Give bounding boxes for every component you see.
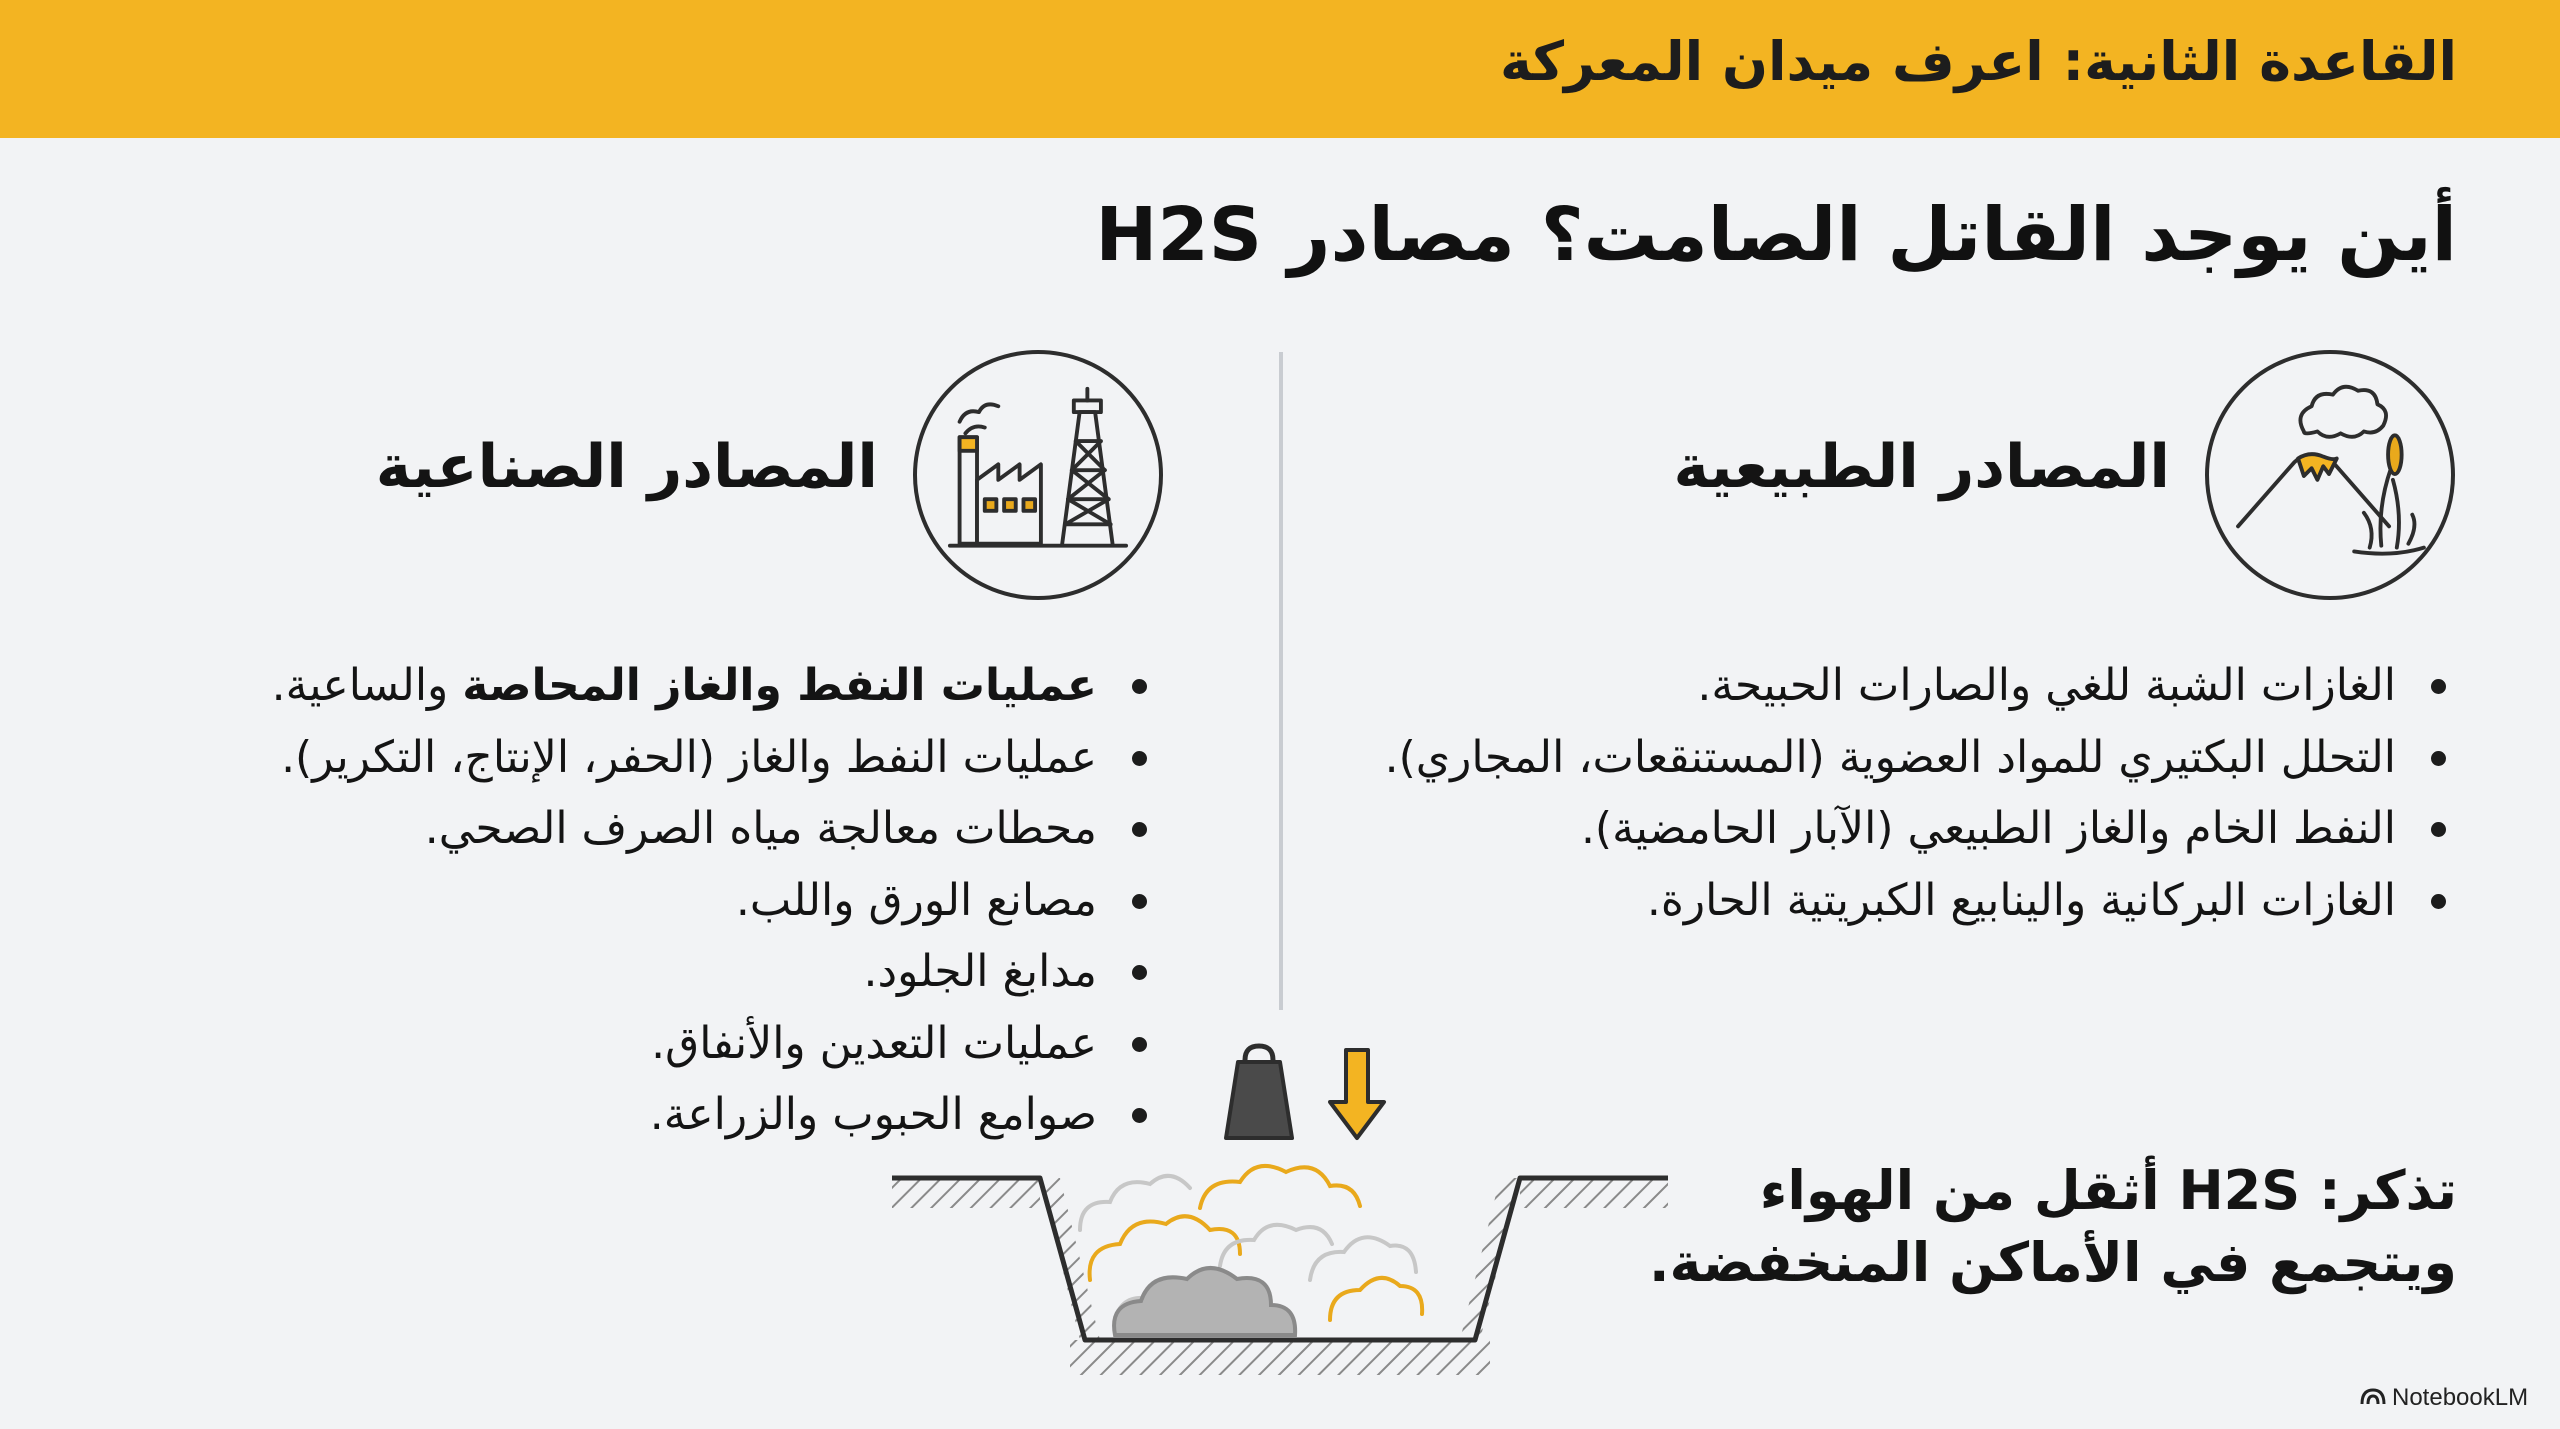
list-item: مدابغ الجلود.: [272, 936, 1155, 1008]
reminder-line-1: تذكر: H2S أثقل من الهواء: [1759, 1159, 2457, 1222]
column-divider: [1279, 352, 1283, 1010]
list-item: الغازات الشبة للغي والصارات الحبيحة.: [1385, 650, 2454, 722]
natural-sources-heading: المصادر الطبيعية: [1673, 432, 2170, 502]
list-item: صوامع الحبوب والزراعة.: [272, 1079, 1155, 1151]
list-item: التحلل البكتيري للمواد العضوية (المستنقعات، المجاري).: [1385, 722, 2454, 794]
banner-title: القاعدة الثانية: اعرف ميدان المعركة: [1499, 30, 2457, 93]
page-title: أين يوجد القاتل الصامت؟ مصادر H2S: [1095, 192, 2457, 278]
notebooklm-logo-text: NotebookLM: [2392, 1384, 2529, 1411]
industrial-sources-heading: المصادر الصناعية: [375, 432, 878, 502]
natural-sources-list: [1385, 650, 2454, 936]
reminder-note: [1649, 1155, 2457, 1299]
list-item-bold-part: عمليات النفط والغاز المحاصة: [462, 660, 1097, 711]
volcano-icon: [2205, 350, 2455, 600]
list-item: عمليات التعدين والأنفاق.: [272, 1008, 1155, 1080]
heavy-gas-in-pit-icon: [890, 1030, 1670, 1410]
list-item: محطات معالجة مياه الصرف الصحي.: [272, 793, 1155, 865]
list-item: عمليات النفط والغاز (الحفر، الإنتاج، التكرير).: [272, 722, 1155, 794]
reminder-line-2: ويتجمع في الأماكن المنخفضة.: [1649, 1231, 2457, 1294]
list-item: [272, 650, 1155, 722]
notebooklm-logo: [2360, 1384, 2528, 1413]
header-banner: [0, 0, 2560, 138]
factory-oil-rig-icon: [913, 350, 1163, 600]
list-item: النفط الخام والغاز الطبيعي (الآبار الحامضية).: [1385, 793, 2454, 865]
list-item: الغازات البركانية والينابيع الكبريتية الحارة.: [1385, 865, 2454, 937]
list-item: مصانع الورق واللب.: [272, 865, 1155, 937]
notebooklm-logo-icon: [2360, 1385, 2386, 1413]
list-item-rest: والساعية.: [271, 660, 463, 711]
